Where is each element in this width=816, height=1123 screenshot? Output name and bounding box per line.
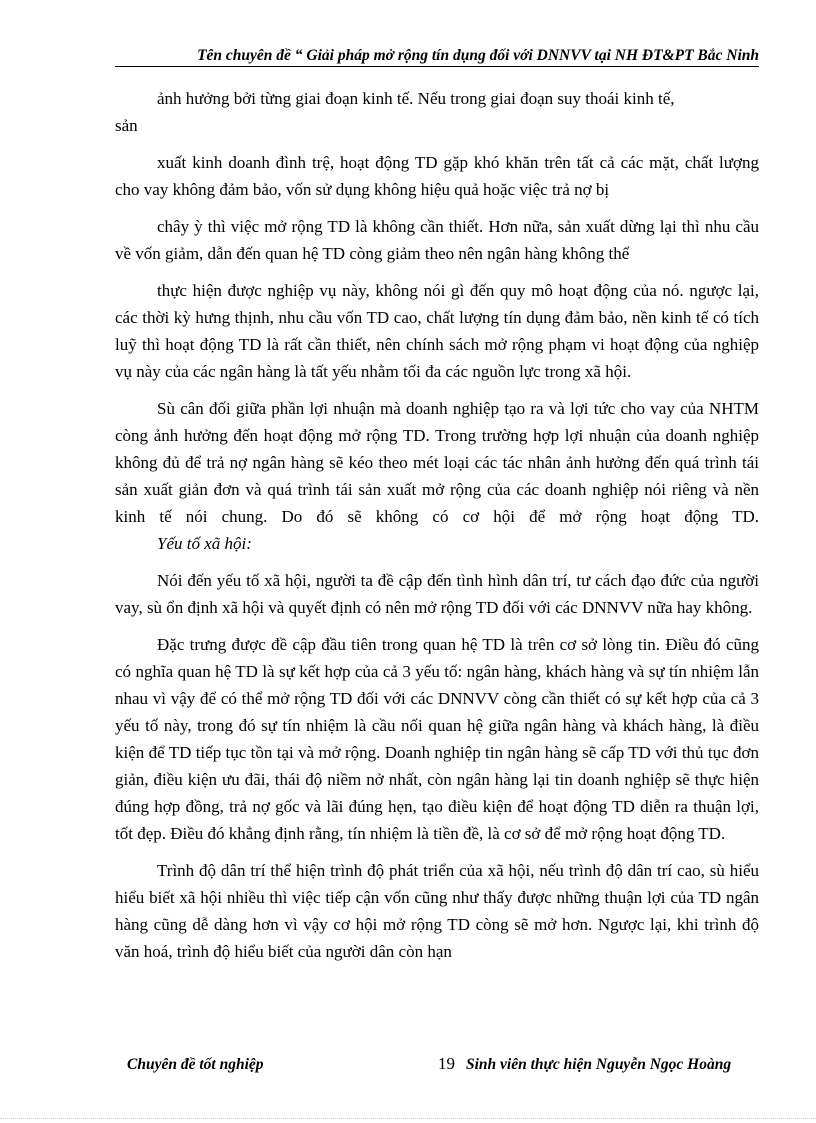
header-divider [115, 66, 759, 67]
paragraph-line: ảnh hưởng bởi từng giai đoạn kinh tế. Nếu trong giai đoạn suy thoái kinh tế, [157, 89, 675, 108]
page-number: 19 [438, 1054, 455, 1073]
footer-author: Sinh viên thực hiện Nguyễn Ngọc Hoàng [466, 1056, 732, 1073]
paragraph: Sù cân đối giữa phần lợi nhuận mà doanh nghiệp tạo ra và lợi tức cho vay của NHTM còng ảnh hưởng đến hoạt động mở rộng TD. Trong trường hợp lợi nhuận của doanh nghiệp không đủ để trả nợ ngân hàng sẽ kéo theo mét loại các tác nhân ảnh hưởng đến quá trình tái sản xuất giản đơn và quá trình tái sản xuất mở rộng của các doanh nghiệp nói riêng và nền kinh tế nói chung. Do đó sẽ không có cơ hội để mở rộng hoạt động TD. [115, 399, 759, 526]
paragraph: Nói đến yếu tố xã hội, người ta đề cập đến tình hình dân trí, tư cách đạo đức của người vay, sù ổn định xã hội và quyết định có nên mở rộng TD đối với các DNNVV nữa hay không. [115, 571, 759, 617]
body-text [115, 85, 759, 965]
paragraph-line: sản [115, 116, 138, 135]
footer-document-type: Chuyên đề tốt nghiệp [127, 1056, 264, 1073]
page-edge-divider [0, 1118, 816, 1119]
page-header-title: Tên chuyên đề “ Giải pháp mở rộng tín dụng đối với DNNVV tại NH ĐT&PT Bắc Ninh [197, 47, 759, 64]
paragraph: chây ỳ thì việc mở rộng TD là không cần thiết. Hơn nữa, sản xuất dừng lại thì nhu cầu về vốn giảm, dẫn đến quan hệ TD còng giảm theo nên ngân hàng không thể [115, 217, 759, 263]
paragraph: xuất kinh doanh đình trệ, hoạt động TD gặp khó khăn trên tất cả các mặt, chất lượng cho vay không đảm bảo, vốn sử dụng không hiệu quả hoặc việc trả nợ bị [115, 153, 759, 199]
paragraph: thực hiện được nghiệp vụ này, không nói gì đến quy mô hoạt động của nó. ngược lại, các thời kỳ hưng thịnh, nhu cầu vốn TD cao, chất lượng tín dụng đảm bảo, nền kinh tế có tích luỹ thì hoạt động TD là rất cần thiết, nên chính sách mở rộng phạm vi hoạt động của nghiệp vụ này của các ngân hàng là tất yếu nhằm tối đa các nguồn lực trong xã hội. [115, 281, 759, 381]
paragraph: Trình độ dân trí thể hiện trình độ phát triển của xã hội, nếu trình độ dân trí cao, sù hiểu hiểu biết xã hội nhiều thì việc tiếp cận vốn cũng như thấy được những thuận lợi của TD ngân hàng cũng dễ dàng hơn vì vậy cơ hội mở rộng TD còng sẽ mở hơn. Ngược lại, khi trình độ văn hoá, trình độ hiểu biết của người dân còn hạn [115, 861, 759, 961]
paragraph: Đặc trưng được đề cập đầu tiên trong quan hệ TD là trên cơ sở lòng tin. Điều đó cũng có nghĩa quan hệ TD là sự kết hợp của cả 3 yếu tố: ngân hàng, khách hàng và sự tín nhiệm lẫn nhau vì vậy để có thể mở rộng TD đối với các DNNVV còng cần thiết có sự kết hợp của cả 3 yếu tố này, trong đó sự tín nhiệm là cầu nối quan hệ giữa ngân hàng và khách hàng, là điều kiện để TD tiếp tục tồn tại và mở rộng. Doanh nghiệp tin ngân hàng sẽ cấp TD với thủ tục đơn giản, điều kiện ưu đãi, thái độ niềm nở nhất, còn ngân hàng lại tin doanh nghiệp sẽ thực hiện đúng hợp đồng, trả nợ gốc và lãi đúng hẹn, tạo điều kiện để hoạt động TD diễn ra thuận lợi, tốt đẹp. Điều đó khẳng định rằng, tín nhiệm là tiền đề, là cơ sở để mở rộng hoạt động TD. [115, 635, 759, 843]
section-heading: Yếu tố xã hội: [157, 534, 252, 553]
